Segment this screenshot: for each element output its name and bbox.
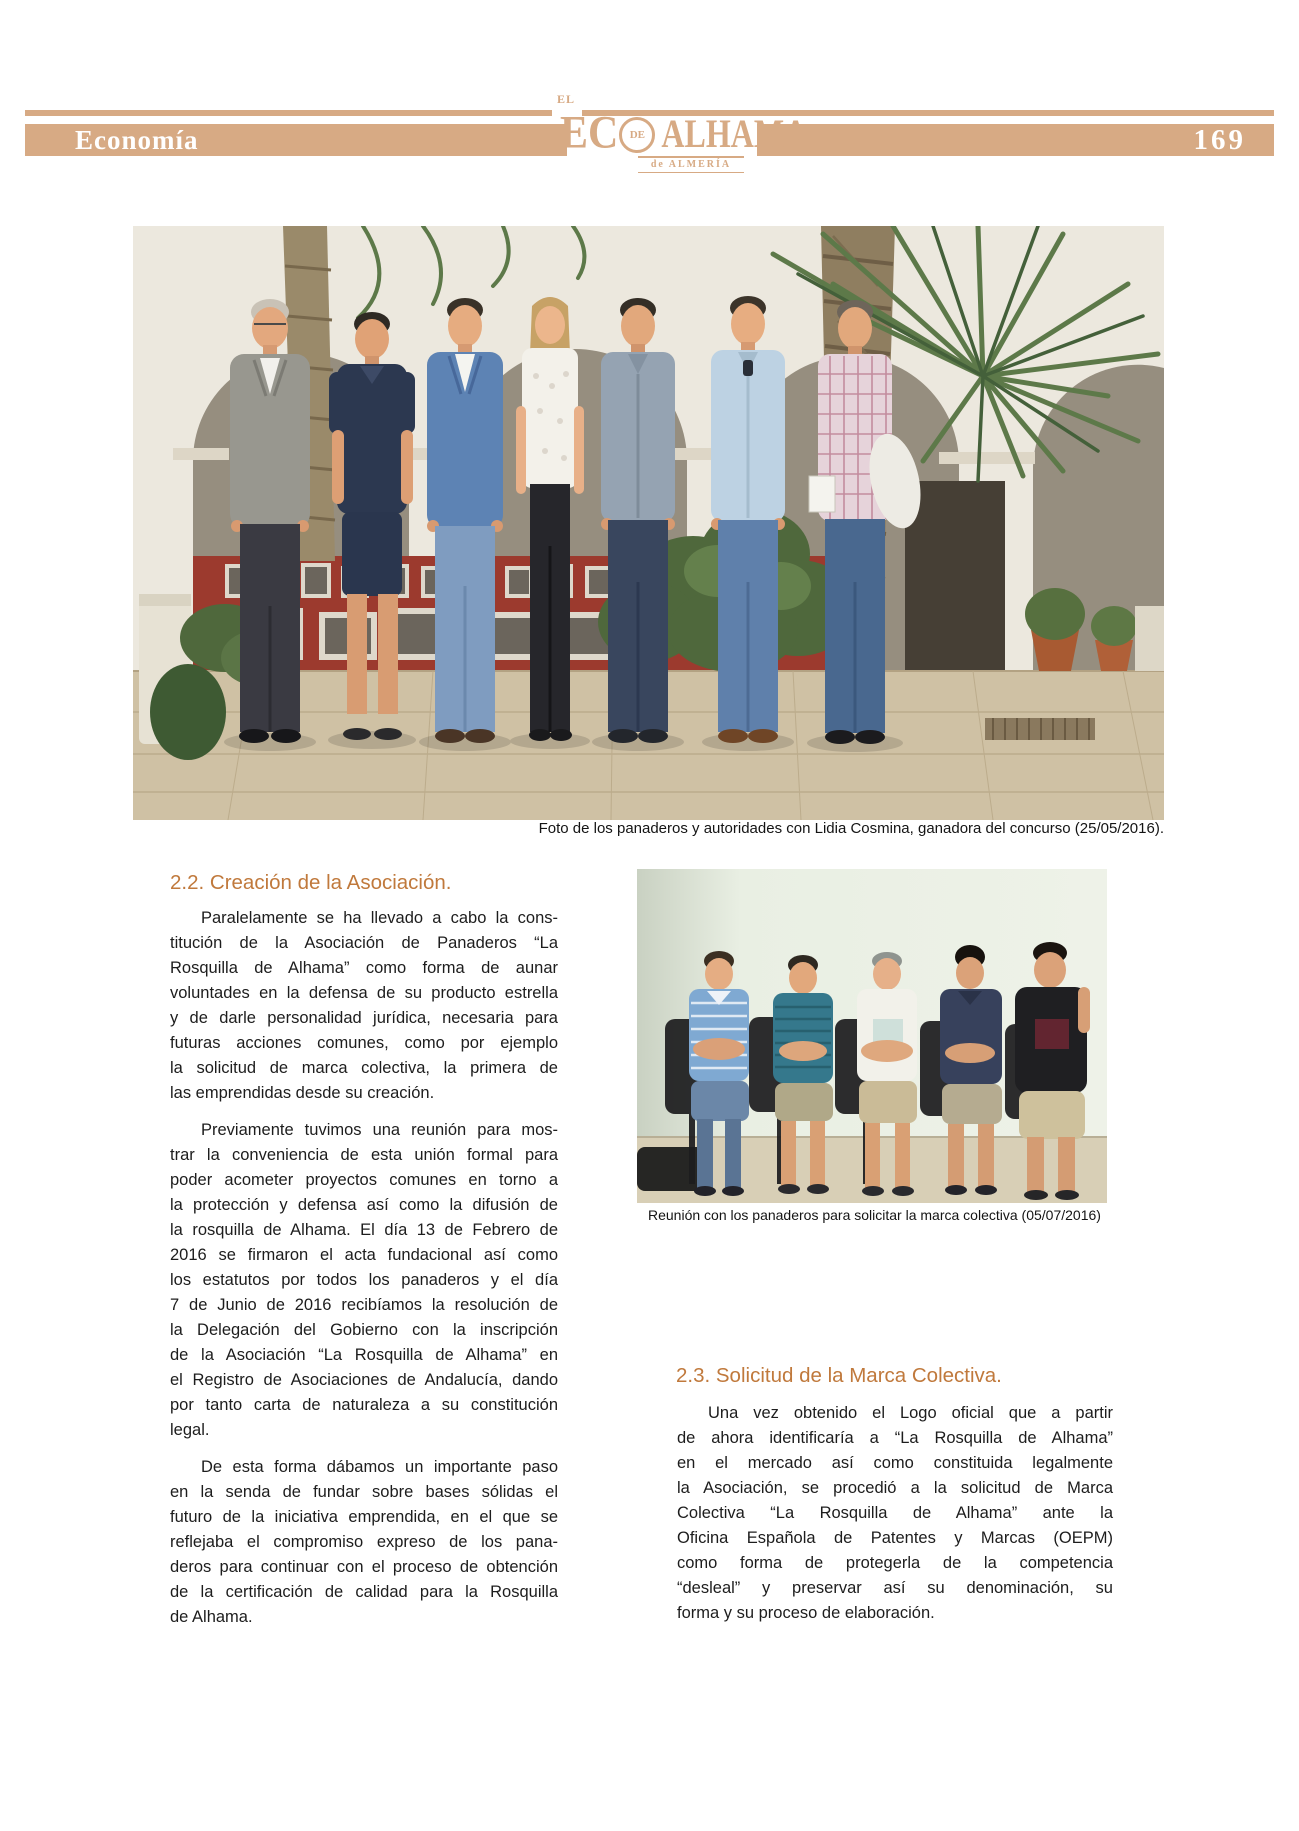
paragraph	[170, 906, 558, 1106]
text-line: Previamente tuvimos una reunión para mos-	[201, 1121, 558, 1139]
section-heading-22: 2.2. Creación de la Asociación.	[170, 871, 452, 894]
person-blazer	[427, 298, 503, 743]
text-line: poder acometer proyectos comunes en torno a	[170, 1171, 558, 1189]
text-line: forma y su proceso de elaboración.	[677, 1604, 935, 1622]
text-line: en la senda de fundar sobre bases sólidas el	[170, 1483, 558, 1501]
text-line: trar la conveniencia de esta unión formal para	[170, 1146, 558, 1164]
text-line: la Asociación, se procedió a la solicitud de Marca	[677, 1479, 1113, 1497]
article-column-right	[677, 1401, 1113, 1638]
person-suit	[230, 299, 310, 743]
text-line: los estatutos por todos los panaderos y el día	[170, 1271, 558, 1289]
logo-alhama: ALHAMA	[661, 110, 808, 156]
text-line: futuro de la iniciativa emprendida, en el que se	[170, 1508, 558, 1526]
text-line: el Registro de Asociaciones de Andalucía, dando	[170, 1371, 558, 1389]
main-photo-caption: Foto de los panaderos y autoridades con Lidia Cosmina, ganadora del concurso (25/05/2016).	[538, 820, 1164, 837]
text-line: de Alhama.	[170, 1608, 253, 1626]
logo-subtitle: de ALMERÍA	[638, 156, 744, 173]
header-rule-left	[25, 110, 552, 116]
text-line: como forma de protegerla de la competencia	[677, 1554, 1113, 1572]
text-line: deros para continuar con el proceso de obtención	[170, 1558, 558, 1576]
person-light-shirt	[711, 296, 785, 743]
magazine-logo	[560, 107, 808, 173]
text-line: futuras acciones comunes, como por ejemplo	[170, 1034, 558, 1052]
section-label: Economía	[75, 125, 199, 155]
logo-o-ring-icon	[619, 117, 655, 153]
logo-main	[560, 107, 808, 159]
text-line: la protección y defensa así como la difusión de	[170, 1196, 558, 1214]
text-line: de la certificación de calidad para la Rosquilla	[170, 1583, 558, 1601]
text-line: De esta forma dábamos un importante paso	[201, 1458, 558, 1476]
section-band	[25, 124, 567, 156]
logo-el: EL	[557, 92, 576, 106]
text-line: 2016 se firmaron el acta fundacional así como	[170, 1246, 558, 1264]
meeting-photo	[637, 869, 1107, 1203]
text-line: y de darle personalidad jurídica, necesaria para	[170, 1009, 558, 1027]
text-line: Una vez obtenido el Logo oficial que a partir	[708, 1404, 1113, 1422]
text-line: de la Asociación “La Rosquilla de Alhama” en	[170, 1346, 558, 1364]
meeting-photo-caption: Reunión con los panaderos para solicitar la marca colectiva (05/07/2016)	[648, 1207, 1101, 1223]
paragraph	[170, 1455, 558, 1630]
text-line: la rosquilla de Alhama. El día 13 de Febrero de	[170, 1221, 558, 1239]
bag	[637, 1147, 707, 1191]
logo-o-inner: DE	[629, 129, 645, 141]
person-grey-shirt	[601, 298, 675, 743]
text-line: Rosquilla de Alhama” como forma de aunar	[170, 959, 558, 977]
page-number: 169	[1193, 124, 1246, 156]
page-number-band	[757, 124, 1274, 156]
text-line: la solicitud de marca colectiva, la primera de	[170, 1059, 558, 1077]
text-line: por tanto carta de naturaleza a su constitución	[170, 1396, 558, 1414]
text-line: 7 de Junio de 2016 recibíamos la resolución de	[170, 1296, 558, 1314]
text-line: Colectiva “La Rosquilla de Alhama” ante la	[677, 1504, 1113, 1522]
paragraph	[170, 1118, 558, 1443]
text-line: titución de la Asociación de Panaderos “La	[170, 934, 558, 952]
logo-eco-letters: EC	[560, 107, 619, 159]
text-line: en el mercado así como constituida legalmente	[677, 1454, 1113, 1472]
meeting-photo-illustration	[637, 869, 1107, 1203]
text-line: las emprendidas desde su creación.	[170, 1084, 435, 1102]
text-line: Oficina Española de Patentes y Marcas (OEPM)	[677, 1529, 1113, 1547]
text-line: Paralelamente se ha llevado a cabo la cons-	[201, 909, 558, 927]
text-line: “desleal” y preservar así su denominación, su	[677, 1579, 1113, 1597]
paragraph	[677, 1401, 1113, 1626]
text-line: reflejaba el compromiso expreso de los pana-	[170, 1533, 558, 1551]
section-heading-23: 2.3. Solicitud de la Marca Colectiva.	[676, 1364, 1002, 1387]
text-line: legal.	[170, 1421, 210, 1439]
article-column-left	[170, 906, 558, 1642]
text-line: voluntades en la defensa de su producto estrella	[170, 984, 558, 1002]
main-photo	[133, 226, 1164, 820]
main-photo-illustration	[133, 226, 1164, 820]
text-line: de ahora identificaría a “La Rosquilla de Alhama”	[677, 1429, 1113, 1447]
text-line: la Delegación del Gobierno con la inscripción	[170, 1321, 558, 1339]
doorway	[905, 481, 1005, 671]
